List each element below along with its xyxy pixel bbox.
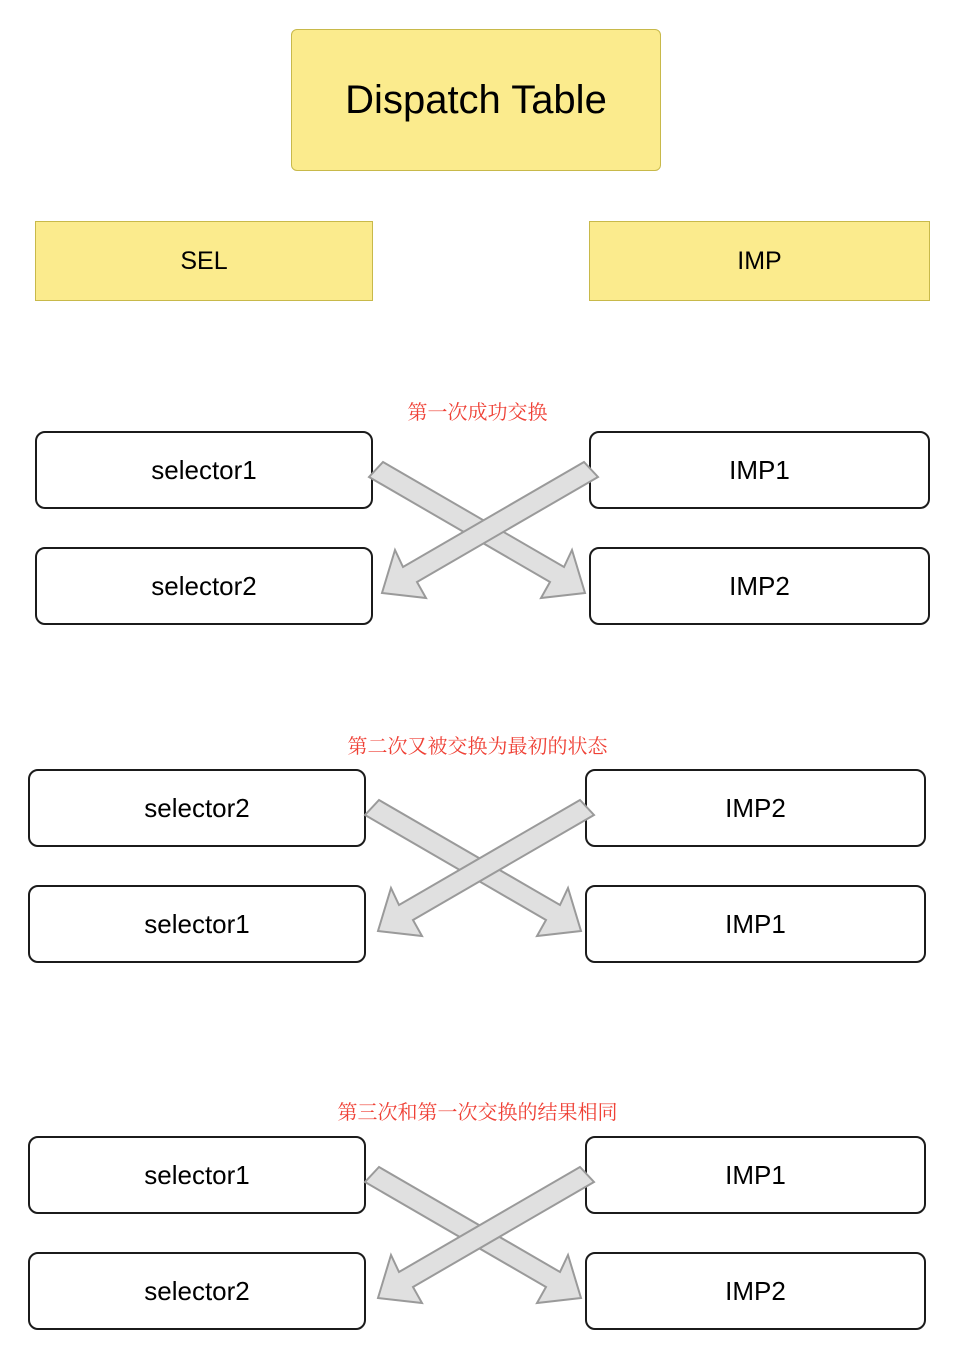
imp-item: IMP1	[589, 431, 930, 509]
arrow-down-left	[378, 800, 594, 936]
sel-item: selector1	[35, 431, 373, 509]
sel-item: selector2	[28, 769, 366, 847]
imp-item: IMP1	[585, 1136, 926, 1214]
imp-item: IMP2	[585, 769, 926, 847]
diagram-title: Dispatch Table	[291, 29, 661, 171]
arrow-down-right	[365, 1167, 581, 1303]
imp-item: IMP2	[585, 1252, 926, 1330]
arrow-down-left	[382, 462, 598, 598]
arrow-down-right	[365, 800, 581, 936]
column-header-imp: IMP	[589, 221, 930, 301]
group-note-3: 第三次和第一次交换的结果相同	[337, 1102, 618, 1124]
group-note-2: 第二次又被交换为最初的状态	[347, 736, 608, 758]
sel-item: selector2	[35, 547, 373, 625]
column-header-sel: SEL	[35, 221, 373, 301]
sel-item: selector1	[28, 1136, 366, 1214]
imp-item: IMP2	[589, 547, 930, 625]
group-note-1: 第一次成功交换	[407, 402, 548, 424]
sel-item: selector1	[28, 885, 366, 963]
imp-item: IMP1	[585, 885, 926, 963]
sel-item: selector2	[28, 1252, 366, 1330]
arrow-down-left	[378, 1167, 594, 1303]
arrow-down-right	[369, 462, 585, 598]
